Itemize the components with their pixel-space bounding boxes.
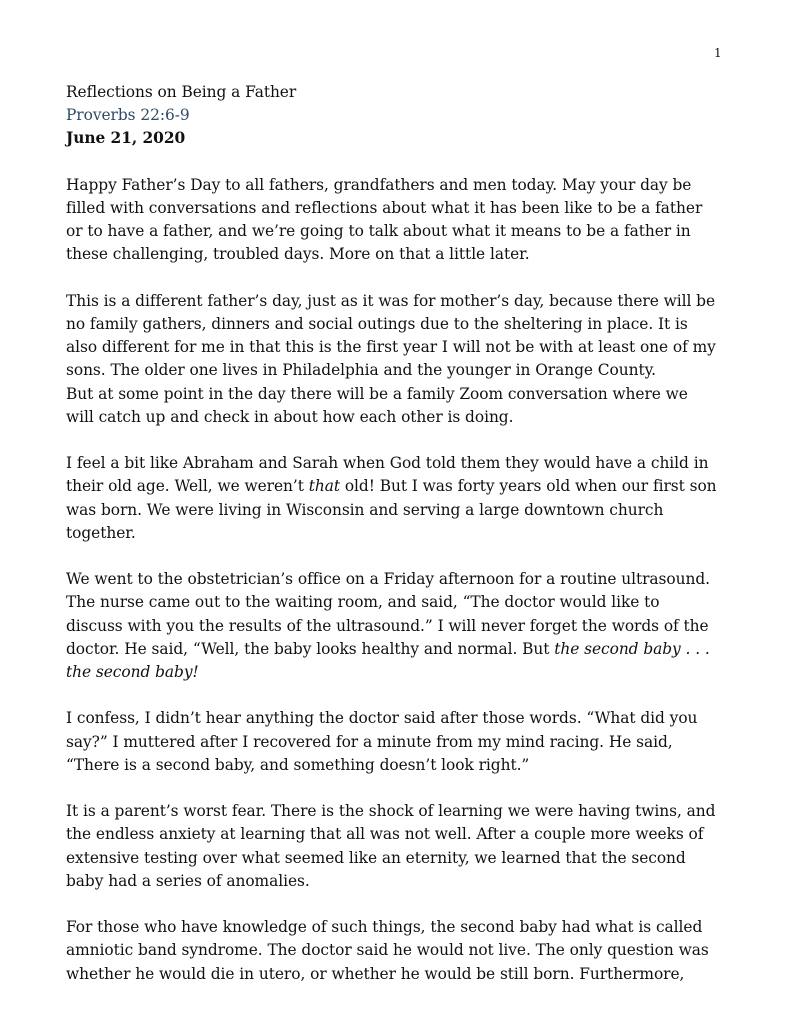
- text-line: [66, 197, 721, 220]
- text-line: [66, 452, 721, 475]
- text-line: [66, 568, 721, 591]
- text-run: together.: [66, 523, 136, 542]
- text-run: filled with conversations and reflections about what it has been like to be a father: [66, 199, 703, 217]
- text-run: their old age. Well, we weren’t: [66, 477, 309, 496]
- text-line: [66, 290, 721, 313]
- text-run: For those who have knowledge of such things, the second baby had what is called: [66, 918, 703, 937]
- text-run: amniotic band syndrome. The doctor said he would not live. The only question was: [66, 941, 709, 960]
- text-line: [66, 383, 721, 406]
- text-line: [66, 522, 721, 545]
- paragraph: [66, 174, 721, 267]
- text-line: [66, 359, 721, 382]
- text-line: [66, 591, 721, 614]
- text-line: [66, 707, 721, 730]
- text-line: [66, 661, 721, 684]
- text-line: [66, 939, 721, 962]
- text-run: It is a parent’s worst fear. There is the shock of learning we were having twins, and: [66, 802, 716, 821]
- paragraph-list: [66, 174, 721, 986]
- text-line: [66, 916, 721, 939]
- text-run: old! But I was forty years old when our first son: [340, 477, 717, 496]
- text-run: sons. The older one lives in Philadelphia and the younger in Orange County.: [66, 361, 657, 380]
- text-line: [66, 963, 721, 986]
- text-run: or to have a father, and we’re going to talk about what it means to be a father in: [66, 222, 691, 241]
- document-title: Reflections on Being a Father: [66, 83, 297, 101]
- text-line: [66, 243, 721, 266]
- text-line: [66, 313, 721, 336]
- text-run: these challenging, troubled days. More on that a little later.: [66, 245, 530, 264]
- text-line: [66, 406, 721, 429]
- text-run: discuss with you the results of the ultrasound.” I will never forget the words of the: [66, 616, 709, 635]
- text-run: was born. We were living in Wisconsin and serving a large downtown church: [66, 500, 664, 519]
- text-run: I confess, I didn’t hear anything the doctor said after those words. “What did you: [66, 709, 698, 728]
- text-line: [66, 174, 721, 197]
- text-run: will catch up and check in about how each other is doing.: [66, 407, 514, 426]
- text-line: [66, 475, 721, 498]
- text-line: [66, 823, 721, 846]
- text-line: [66, 615, 721, 638]
- text-line: [66, 638, 721, 661]
- paragraph: [66, 568, 721, 684]
- text-line: [66, 731, 721, 754]
- paragraph: [66, 290, 721, 429]
- italic-text: that: [308, 477, 340, 496]
- text-run: no family gathers, dinners and social outings due to the sheltering in place. It is: [66, 315, 688, 333]
- paragraph: [66, 707, 721, 777]
- paragraph: [66, 452, 721, 545]
- paragraph: [66, 916, 721, 986]
- text-run: The nurse came out to the waiting room, and said, “The doctor would like to: [66, 593, 660, 612]
- text-line: [66, 220, 721, 243]
- text-line: [66, 847, 721, 870]
- text-line: [66, 336, 721, 359]
- text-run: also different for me in that this is the first year I will not be with at least one of my: [66, 338, 716, 357]
- italic-text: the second baby . . .: [554, 639, 710, 658]
- text-run: baby had a series of anomalies.: [66, 871, 310, 890]
- text-line: [66, 499, 721, 522]
- page-number: 1: [714, 46, 722, 60]
- text-run: We went to the obstetrician’s office on a Friday afternoon for a routine ultrasound.: [66, 570, 710, 589]
- text-run: doctor. He said, “Well, the baby looks healthy and normal. But: [66, 639, 555, 658]
- text-run: But at some point in the day there will be a family Zoom conversation where we: [66, 384, 688, 403]
- text-run: Happy Father’s Day to all fathers, grandfathers and men today. May your day be: [66, 175, 692, 194]
- document-body: [66, 81, 721, 986]
- document-date: June 21, 2020: [66, 129, 186, 148]
- text-line: [66, 754, 721, 777]
- scripture-reference: Proverbs 22:6-9: [66, 106, 190, 125]
- text-run: say?” I muttered after I recovered for a minute from my mind racing. He said,: [66, 732, 673, 751]
- italic-text: the second baby!: [66, 663, 199, 682]
- text-run: I feel a bit like Abraham and Sarah when God told them they would have a child in: [66, 454, 709, 473]
- text-run: extensive testing over what seemed like an eternity, we learned that the second: [66, 848, 686, 867]
- text-line: [66, 800, 721, 823]
- paragraph: [66, 800, 721, 893]
- text-run: whether he would die in utero, or whether he would be still born. Furthermore,: [66, 964, 685, 983]
- text-run: This is a different father’s day, just as it was for mother’s day, because there will be: [66, 291, 716, 310]
- text-run: the endless anxiety at learning that all was not well. After a couple more weeks of: [66, 825, 704, 844]
- text-run: “There is a second baby, and something doesn’t look right.”: [66, 755, 530, 774]
- text-line: [66, 870, 721, 893]
